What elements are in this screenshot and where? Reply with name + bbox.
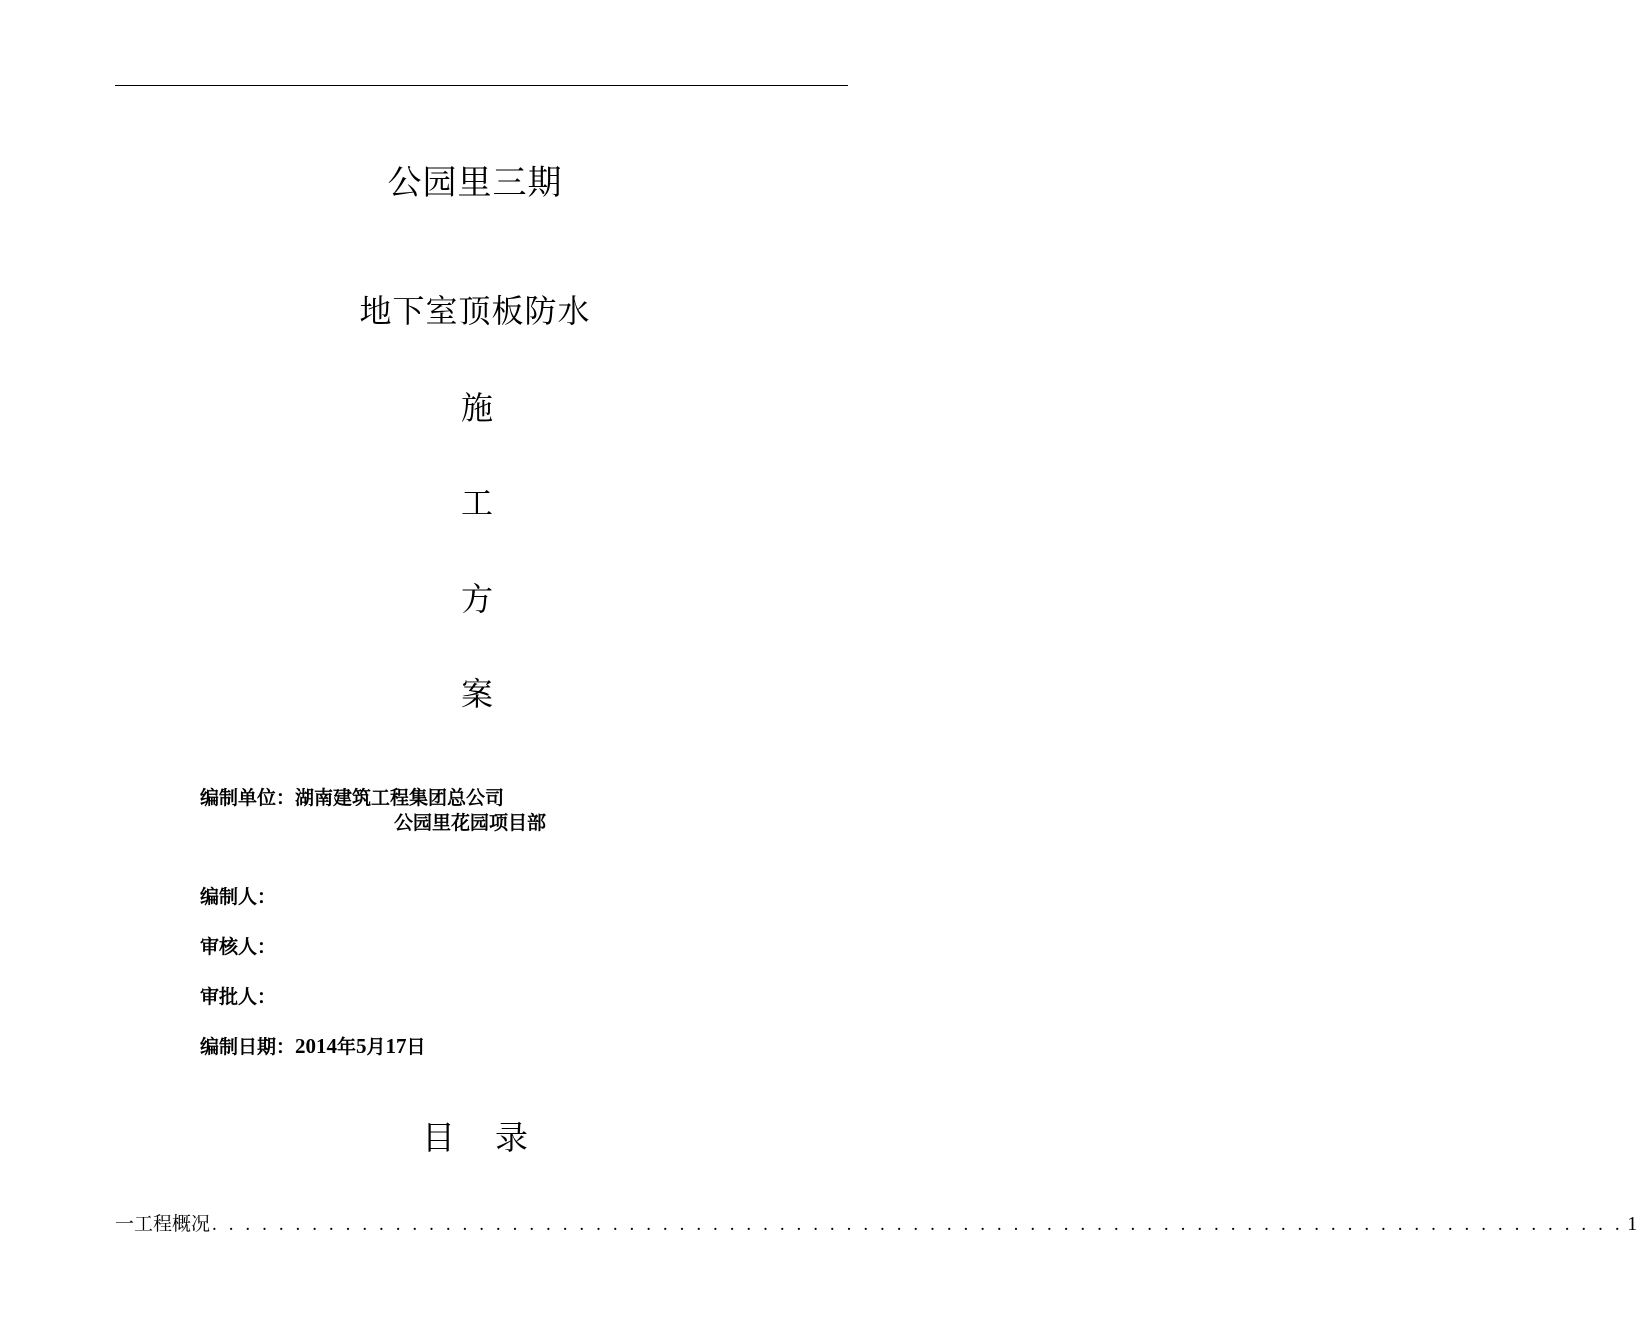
date-year: 2014 bbox=[295, 1034, 338, 1058]
date-label: 编制日期： bbox=[200, 1036, 296, 1058]
compiler-label: 编制人： bbox=[200, 886, 277, 908]
toc-entry[interactable] bbox=[115, 1209, 1637, 1235]
doc-type-char-3: 方 bbox=[460, 580, 493, 618]
doc-type-char-1: 施 bbox=[460, 389, 493, 427]
reviewer-label: 审核人： bbox=[200, 936, 277, 958]
toc-entry-number: 一 bbox=[115, 1213, 135, 1235]
compiling-unit: 编制单位：湖南建筑工程集团总公司 bbox=[200, 787, 505, 809]
compile-date bbox=[200, 1034, 426, 1059]
toc-title bbox=[0, 1112, 950, 1159]
approver-label: 审批人： bbox=[200, 986, 277, 1008]
toc-title-char-1: 目 bbox=[422, 1118, 455, 1157]
date-month-unit: 月 bbox=[366, 1036, 386, 1058]
header-rule bbox=[115, 85, 848, 86]
document-subject: 地下室顶板防水 bbox=[359, 292, 591, 330]
project-title: 公园里三期 bbox=[387, 163, 563, 203]
toc-title-char-2: 录 bbox=[495, 1118, 528, 1157]
doc-type-char-4: 案 bbox=[460, 675, 493, 713]
compiling-unit-department: 公园里花园项目部 bbox=[394, 812, 547, 834]
date-month: 5 bbox=[356, 1034, 367, 1058]
doc-type-char-2: 工 bbox=[460, 484, 493, 522]
toc-dot-leader: . . . . . . . . . . . . . . . . . . . . . . . . . . . . . . . . . . . . . . . . . . . . . . . . . . . . . . . . . . . . . . . . . . . . . . . . . . . . . . . . . . . . . bbox=[212, 1214, 1624, 1235]
toc-entry-label: 工程概况 bbox=[134, 1213, 211, 1235]
toc-entry-page: 1 bbox=[1627, 1213, 1637, 1235]
date-year-unit: 年 bbox=[337, 1036, 357, 1058]
date-day: 17 bbox=[385, 1034, 407, 1058]
date-day-unit: 日 bbox=[406, 1036, 426, 1058]
